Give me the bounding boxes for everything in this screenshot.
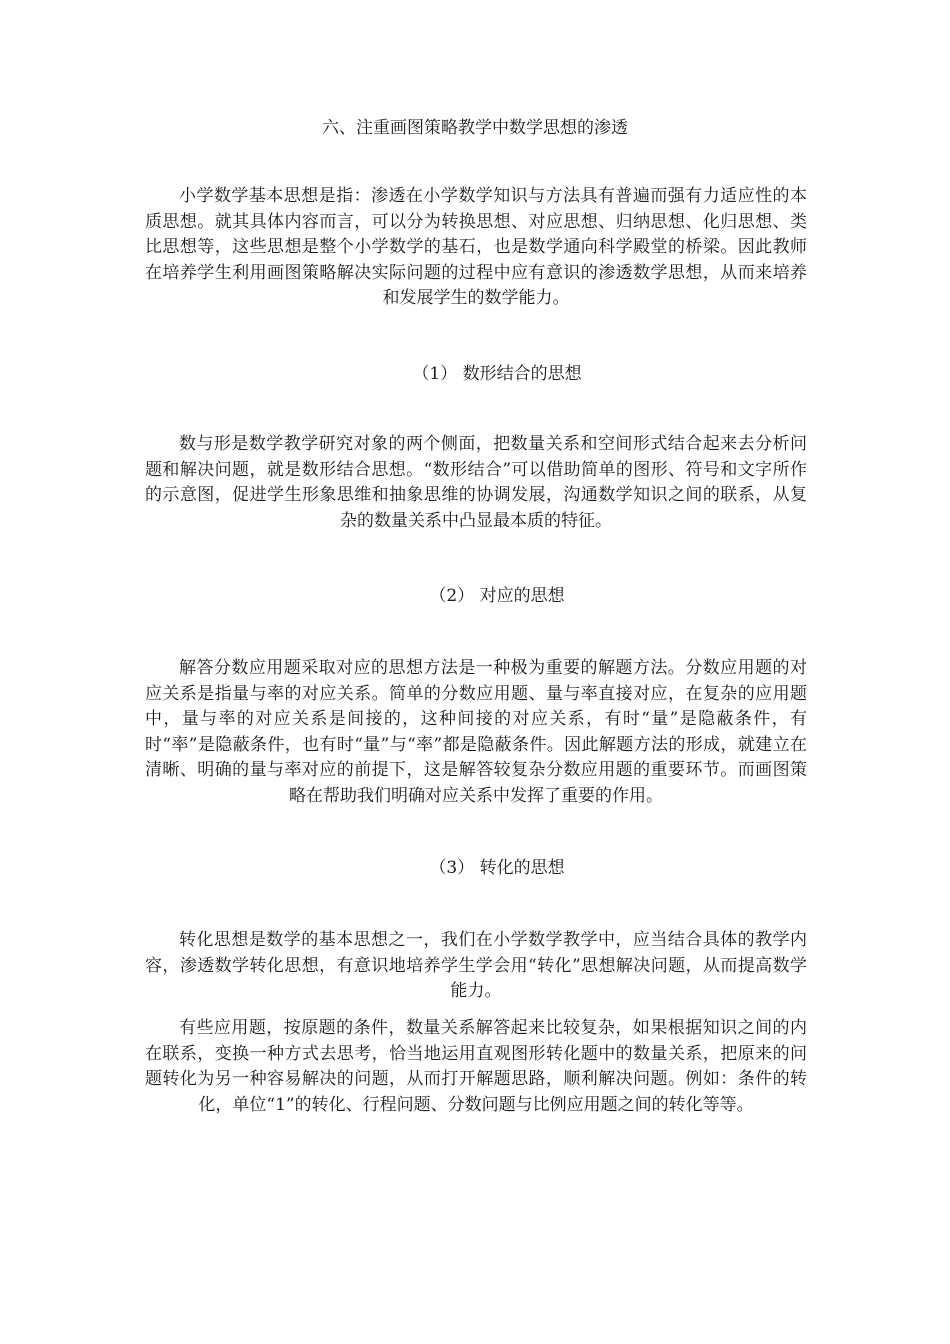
section-3-paragraph-2: 有些应用题，按原题的条件，数量关系解答起来比较复杂，如果根据知识之间的内在联系，变换一种方式去思考，恰当地运用直观图形转化题中的数量关系，把原来的问题转化为另一种容易解决的问题，从而打开解题思路，顺利解决问题。例如：条件的转化，单位“1”的转化、行程问题、分数问题与比例应用题之间的转化等等。 — [145, 1018, 807, 1115]
section-heading-2: （2） 对应的思想 — [429, 586, 565, 606]
intro-paragraph: 小学数学基本思想是指：渗透在小学数学知识与方法具有普遍而强有力适应性的本质思想。就其具体内容而言，可以分为转换思想、对应思想、归纳思想、化归思想、类比思想等，这些思想是整个小学数学的基石，也是数学通向科学殿堂的桥梁。因此教师在培养学生利用画图策略解决实际问题的过程中应有意识的渗透数学思想，从而来培养和发展学生的数学能力。 — [145, 186, 807, 309]
section-1-paragraph-1: 数与形是数学教学研究对象的两个侧面，把数量关系和空间形式结合起来去分析问题和解决问题，就是数形结合思想。“数形结合”可以借助简单的图形、符号和文字所作的示意图，促进学生形象思维和抽象思维的协调发展，沟通数学知识之间的联系，从复杂的数量关系中凸显最本质的特征。 — [145, 434, 807, 531]
section-heading-3: （3） 转化的思想 — [429, 858, 565, 878]
section-2-paragraph-1: 解答分数应用题采取对应的思想方法是一种极为重要的解题方法。分数应用题的对应关系是指量与率的对应关系。简单的分数应用题、量与率直接对应，在复杂的应用题中，量与率的对应关系是间接的，这种间接的对应关系，有时“量”是隐蔽条件，有时“率”是隐蔽条件，也有时“量”与“率”都是隐蔽条件。因此解题方法的形成，就建立在清晰、明确的量与率对应的前提下，这是解答较复杂分数应用题的重要环节。而画图策略在帮助我们明确对应关系中发挥了重要的作用。 — [145, 658, 807, 806]
section-3-paragraph-1: 转化思想是数学的基本思想之一，我们在小学数学教学中，应当结合具体的教学内容，渗透数学转化思想，有意识地培养学生学会用“转化”思想解决问题，从而提高数学能力。 — [145, 930, 807, 1002]
section-heading-1: （1） 数形结合的思想 — [412, 364, 582, 384]
document-title: 六、注重画图策略教学中数学思想的渗透 — [322, 118, 628, 138]
